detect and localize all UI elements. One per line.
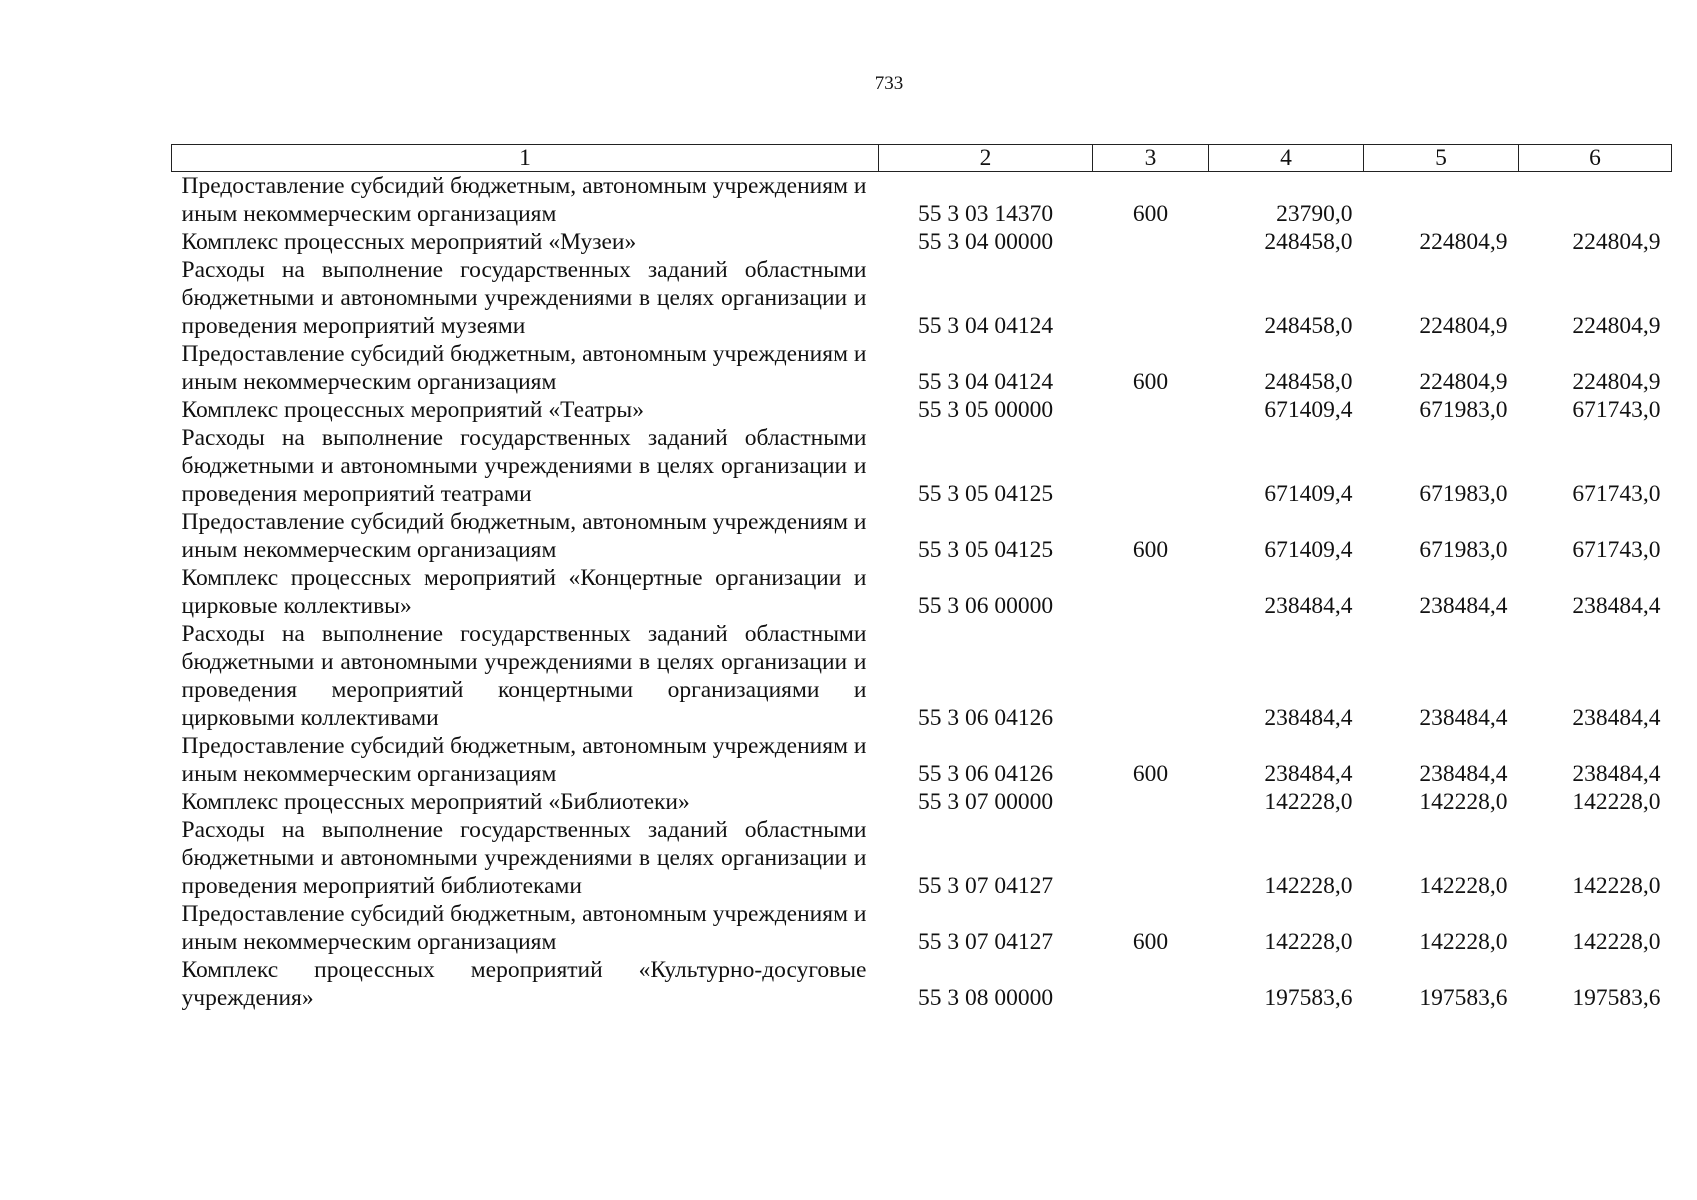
row-expense-type [1093, 620, 1209, 732]
row-expense-type [1093, 396, 1209, 424]
row-name: Предоставление субсидий бюджетным, автономным учреждениям и иным некоммерческим организациям [181, 341, 867, 395]
row-value-4: 197583,6 [1264, 985, 1353, 1011]
row-code: 55 3 04 04124 [917, 313, 1054, 339]
row-expense-type [1093, 956, 1209, 1012]
row-value-4: 671409,4 [1264, 537, 1353, 563]
row-value-4: 142228,0 [1264, 873, 1353, 899]
row-value-4: 248458,0 [1264, 369, 1353, 395]
column-header-3: 3 [1093, 145, 1209, 172]
table-row [172, 424, 1672, 508]
row-name: Комплекс процессных мероприятий «Театры» [181, 397, 644, 423]
row-name: Комплекс процессных мероприятий «Культурно-досуговые учреждения» [181, 957, 867, 1011]
row-value-5: 224804,9 [1419, 369, 1508, 395]
row-value-4: 248458,0 [1264, 229, 1353, 255]
row-expense-type [1093, 816, 1209, 900]
table-row [172, 788, 1672, 816]
column-header-5: 5 [1364, 145, 1519, 172]
row-value-5: 238484,4 [1419, 705, 1508, 731]
row-value-4: 23790,0 [1276, 201, 1353, 227]
row-value-4: 238484,4 [1264, 761, 1353, 787]
row-expense-type: 600 [1132, 761, 1169, 787]
row-value-6: 224804,9 [1572, 229, 1661, 255]
row-value-5: 142228,0 [1419, 929, 1508, 955]
row-value-6: 238484,4 [1572, 593, 1661, 619]
row-value-5 [1364, 172, 1519, 229]
row-expense-type: 600 [1132, 201, 1169, 227]
row-value-6: 238484,4 [1572, 705, 1661, 731]
row-value-4: 142228,0 [1264, 929, 1353, 955]
row-value-6: 224804,9 [1572, 369, 1661, 395]
row-name: Комплекс процессных мероприятий «Музеи» [181, 229, 637, 255]
row-value-5: 671983,0 [1419, 537, 1508, 563]
row-code: 55 3 07 00000 [917, 789, 1054, 815]
row-value-6: 142228,0 [1572, 789, 1661, 815]
row-value-5: 197583,6 [1419, 985, 1508, 1011]
row-name: Предоставление субсидий бюджетным, автономным учреждениям и иным некоммерческим организациям [181, 901, 867, 955]
table-row [172, 508, 1672, 564]
table-row [172, 256, 1672, 340]
table-row [172, 956, 1672, 1012]
row-value-6: 197583,6 [1572, 985, 1661, 1011]
table-row [172, 620, 1672, 732]
row-value-4: 238484,4 [1264, 593, 1353, 619]
row-value-6: 224804,9 [1572, 313, 1661, 339]
row-expense-type: 600 [1132, 929, 1169, 955]
row-code: 55 3 06 04126 [917, 705, 1054, 731]
row-name: Комплекс процессных мероприятий «Библиотеки» [181, 789, 690, 815]
row-value-5: 224804,9 [1419, 313, 1508, 339]
budget-table [171, 144, 1672, 1012]
column-header-6: 6 [1519, 145, 1672, 172]
row-value-6: 142228,0 [1572, 873, 1661, 899]
table-row [172, 732, 1672, 788]
row-name: Расходы на выполнение государственных заданий областными бюджетными и автономными учреждениями в целях организации и проведения мероприятий музеями [181, 257, 867, 339]
row-value-6: 671743,0 [1572, 481, 1661, 507]
row-code: 55 3 08 00000 [917, 985, 1054, 1011]
row-value-5: 671983,0 [1419, 481, 1508, 507]
row-name: Предоставление субсидий бюджетным, автономным учреждениям и иным некоммерческим организациям [181, 173, 867, 227]
row-name: Предоставление субсидий бюджетным, автономным учреждениям и иным некоммерческим организациям [181, 509, 867, 563]
row-code: 55 3 06 04126 [917, 761, 1054, 787]
row-name: Комплекс процессных мероприятий «Концертные организации и цирковые коллективы» [181, 565, 867, 619]
table-row [172, 172, 1672, 229]
column-header-2: 2 [879, 145, 1093, 172]
row-code: 55 3 03 14370 [917, 201, 1054, 227]
row-value-5: 238484,4 [1419, 593, 1508, 619]
column-header-4: 4 [1209, 145, 1364, 172]
row-value-4: 248458,0 [1264, 313, 1353, 339]
row-value-5: 224804,9 [1419, 229, 1508, 255]
row-expense-type [1093, 788, 1209, 816]
column-header-1: 1 [172, 145, 879, 172]
row-value-5: 238484,4 [1419, 761, 1508, 787]
page-number: 733 [874, 73, 904, 94]
row-code: 55 3 05 00000 [917, 397, 1054, 423]
table-row [172, 396, 1672, 424]
row-value-6: 671743,0 [1572, 397, 1661, 423]
row-code: 55 3 07 04127 [917, 929, 1054, 955]
table-row [172, 900, 1672, 956]
row-name: Расходы на выполнение государственных заданий областными бюджетными и автономными учреждениями в целях организации и проведения мероприятий библиотеками [181, 817, 867, 899]
row-name: Предоставление субсидий бюджетным, автономным учреждениям и иным некоммерческим организациям [181, 733, 867, 787]
table-header-row [172, 145, 1672, 172]
row-value-4: 671409,4 [1264, 481, 1353, 507]
row-value-4: 671409,4 [1264, 397, 1353, 423]
row-value-5: 671983,0 [1419, 397, 1508, 423]
row-value-6 [1519, 172, 1672, 229]
row-expense-type [1093, 228, 1209, 256]
row-code: 55 3 04 04124 [917, 369, 1054, 395]
row-value-4: 238484,4 [1264, 705, 1353, 731]
row-code: 55 3 05 04125 [917, 481, 1054, 507]
row-code: 55 3 05 04125 [917, 537, 1054, 563]
row-expense-type: 600 [1132, 537, 1169, 563]
row-expense-type [1093, 564, 1209, 620]
row-name: Расходы на выполнение государственных заданий областными бюджетными и автономными учреждениями в целях организации и проведения мероприятий театрами [181, 425, 867, 507]
row-value-5: 142228,0 [1419, 873, 1508, 899]
row-name: Расходы на выполнение государственных заданий областными бюджетными и автономными учреждениями в целях организации и проведения мероприятий концертными организациями и цирковыми коллективами [181, 621, 867, 731]
row-value-6: 142228,0 [1572, 929, 1661, 955]
row-value-6: 671743,0 [1572, 537, 1661, 563]
row-code: 55 3 07 04127 [917, 873, 1054, 899]
row-value-6: 238484,4 [1572, 761, 1661, 787]
row-value-5: 142228,0 [1419, 789, 1508, 815]
row-expense-type: 600 [1132, 369, 1169, 395]
row-value-4: 142228,0 [1264, 789, 1353, 815]
row-expense-type [1093, 256, 1209, 340]
table-row [172, 228, 1672, 256]
row-code: 55 3 04 00000 [917, 229, 1054, 255]
table-row [172, 340, 1672, 396]
row-code: 55 3 06 00000 [917, 593, 1054, 619]
table-row [172, 564, 1672, 620]
table-body [172, 172, 1672, 1013]
table-row [172, 816, 1672, 900]
row-expense-type [1093, 424, 1209, 508]
